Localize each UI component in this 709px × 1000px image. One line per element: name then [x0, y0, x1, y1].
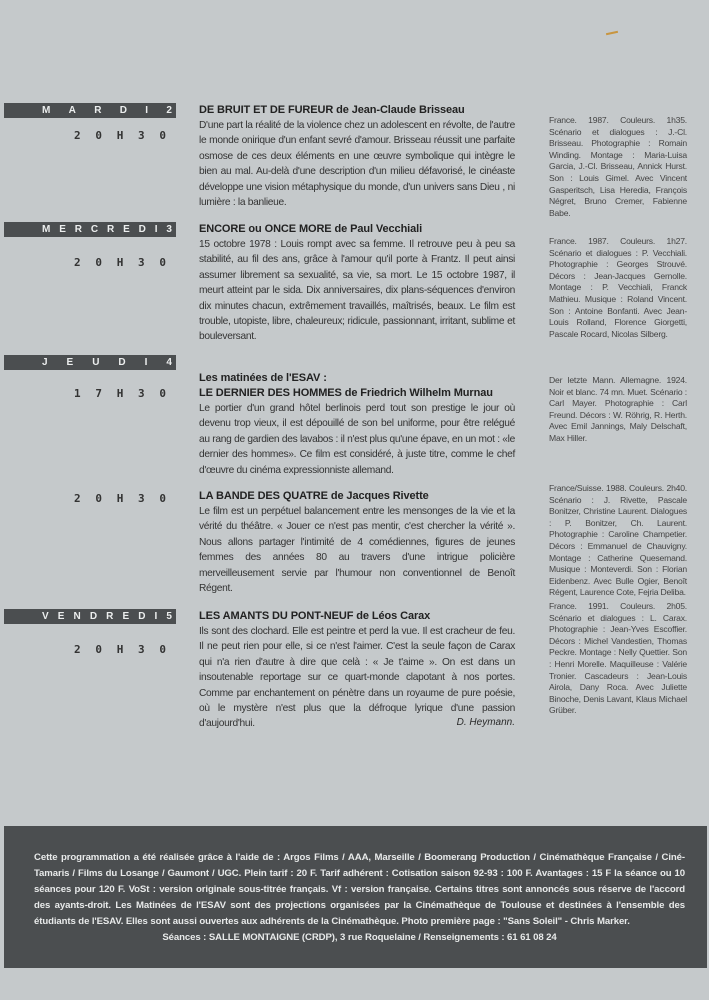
- film-credits: France. 1987. Couleurs. 1h35. Scénario et dialogues : J.-Cl. Brisseau. Photographie : Romain Winding. Montage : Maria-Luisa Garcia, J.-Cl. Brisseau, Annick Hurst. Son : Louis Gimel. Avec Vincent Gasperitsch, Lisa Heredia, François Négret, Bruno Cremer, Fabienne Babe.: [549, 115, 687, 218]
- film-title: DE BRUIT ET DE FUREUR de Jean-Claude Brisseau: [199, 104, 465, 116]
- film-description: Le film est un perpétuel balancement entre les mensonges de la vie et la vérité du théâtre. « Jouer ce n'est pas mentir, c'est chercher la vérité ». Nous allons partager l'intimité de 4 comédiennes, figures de jeunes femmes des années 80 au travers d'une intrigue policière merveilleusement servie par l'humour non conventionnel de Benoît Régent.: [199, 506, 515, 595]
- footer-info-box: [4, 826, 707, 968]
- film-title: LA BANDE DES QUATRE de Jacques Rivette: [199, 490, 429, 502]
- screening-time: 2 0 H 3 0: [74, 643, 170, 656]
- film-description: Le portier d'un grand hôtel berlinois perd tout son prestige le jour où devenu trop vieux, il est dépouillé de son bel uniforme, pour être relégué au rang de gardien des lavabos : il n'est plus qu'une épave, en un mot : «le dernier des hommes». Ce film est considéré, à juste titre, comme le chef d'œuvre du cinéma expressionniste allemand.: [199, 403, 515, 476]
- screening-time: 2 0 H 3 0: [74, 256, 170, 269]
- film-credits: Der letzte Mann. Allemagne. 1924. Noir et blanc. 74 mn. Muet. Scénario : Carl Mayer. Photographie : Carl Freund. Décors : W. Röhrig, R. Herth. Avec Emil Jannings, Maly Delschaft, Max Hiller.: [549, 375, 687, 443]
- film-description: 15 octobre 1978 : Louis rompt avec sa femme. Il retrouve peu à peu sa stabilité, au fil des ans, grâce à l'amour qu'il porte à Frantz. Il peut ainsi assumer librement sa sexualité, sa vie, sa mort. Le 15 octobre 1987, il meurt atteint par le sida. Dix anniversaires, dix plans-séquences d'environ dix minutes chacun, extrêmement travaillés, maîtrisés, beaux. Le film est trouble, utopiste, libre, chaleureux; ridicule, passionnant, irritant, sublime et bouleversant.: [199, 239, 515, 343]
- film-block: [199, 371, 515, 478]
- film-block: [199, 489, 515, 596]
- film-block: [199, 222, 515, 345]
- film-credits: France/Suisse. 1988. Couleurs. 2h40. Scénario : J. Rivette, Pascale Bonitzer, Christine Laurent. Dialogues : P. Bonitzer, Ch. Laurent. Photographie : Caroline Champetier. Décors : Emmanuel de Chauvigny. Montage : Catherine Quesemand. Musique : Monteverdi. Son : Florian Eidenbenz. Avec Bulle Ogier, Benoît Régent, Laurence Cote, Fejria Deliba.: [549, 483, 687, 598]
- footer-contact: Séances : SALLE MONTAIGNE (CRDP), 3 rue Roquelaine / Renseignements : 61 61 08 24: [162, 932, 557, 943]
- film-title: Les matinées de l'ESAV : LE DERNIER DES HOMMES de Friedrich Wilhelm Murnau: [199, 372, 493, 399]
- screening-time: 1 7 H 3 0: [74, 387, 170, 400]
- film-credits: France. 1987. Couleurs. 1h27. Scénario et dialogues : P. Vecchiali. Photographie : Georges Strouvé. Décors : Jean-Jacques Gernolle. Montage : P. Vecchiali, Franck Mathieu. Musique : Roland Vincent. Son : Antoine Bonfanti. Avec Jean-Louis Rolland, Florence Giorgetti, Pascale Rocard, Nicolas Silberg.: [549, 236, 687, 339]
- film-description: Ils sont des clochard. Elle est peintre et perd la vue. Il est cracheur de feu. Il ne peut rien pour elle, si ce n'est l'aimer. C'est la seule façon de Carax qui n'a rien d'autre à dire que celà : « Je t'aime ». On est dans un insoutenable reportage sur ce quart-monde clapotant à nos portes. Comme par enchantement on pénètre dans un royaume de pure poésie, où le mystère n'est plus que la défroque lyrique d'une passion d'aujourd'hui.: [199, 626, 515, 730]
- day-bar: M E R C R E D I 3: [4, 222, 176, 237]
- decorative-mark: [606, 31, 618, 35]
- footer-text: Cette programmation a été réalisée grâce à l'aide de : Argos Films / AAA, Marseille / Boomerang Production / Cinémathèque Française / Ciné-Tamaris / Films du Losange / Gaumont / UGC. Plein tarif : 20 F. Tarif adhérent : Cotisation saison 92-93 : 100 F. Avantages : 15 F la séance ou 10 séances pour 120 F. VoSt : version originale sous-titrée français. Vf : version française. Certains titres sont annoncés sous réserve de l'accord des ayants-droit. Les Matinées de l'ESAV sont des projections organisées par la Cinémathèque de Toulouse et destinées à l'ensemble des étudiants de l'ESAV. Elles sont aussi ouvertes aux adhérents de la Cinémathèque. Photo première page : "Sans Soleil" - Chris Marker.: [34, 852, 685, 927]
- film-block: [199, 609, 515, 728]
- film-description: D'une part la réalité de la violence chez un adolescent en révolte, de l'autre le monde onirique d'un enfant sevré d'amour. Brisseau réussit une parfaite osmose de ces deux éléments en une œuvre symbolique qui intègre le bien au mal. Au-delà d'une description d'un milieu défavorisé, le cinéaste développe une vision métaphysique du monde, d'un univers sans Dieu , ni lumière : la banlieue.: [199, 120, 515, 209]
- film-title: LES AMANTS DU PONT-NEUF de Léos Carax: [199, 610, 431, 622]
- author-signature: D. Heymann.: [456, 716, 515, 728]
- film-credits: France. 1991. Couleurs. 2h05. Scénario et dialogues : L. Carax. Photographie : Jean-Yves Escoffier. Décors : Michel Vandestien, Thomas Peckre. Montage : Nelly Quettier. Son : Henri Morelle. Maquilleuse : Valérie Tronier. Cascadeurs : Jean-Louis Airola, Dany Roca. Avec Juliette Binoche, Denis Lavant, Klaus Michael Grüber.: [549, 601, 687, 716]
- day-bar: V E N D R E D I 5: [4, 609, 176, 624]
- film-title: ENCORE ou ONCE MORE de Paul Vecchiali: [199, 223, 423, 235]
- screening-time: 2 0 H 3 0: [74, 492, 170, 505]
- film-block: [199, 103, 515, 210]
- day-bar: M A R D I 2: [4, 103, 176, 118]
- screening-time: 2 0 H 3 0: [74, 129, 170, 142]
- day-bar: J E U D I 4: [4, 355, 176, 370]
